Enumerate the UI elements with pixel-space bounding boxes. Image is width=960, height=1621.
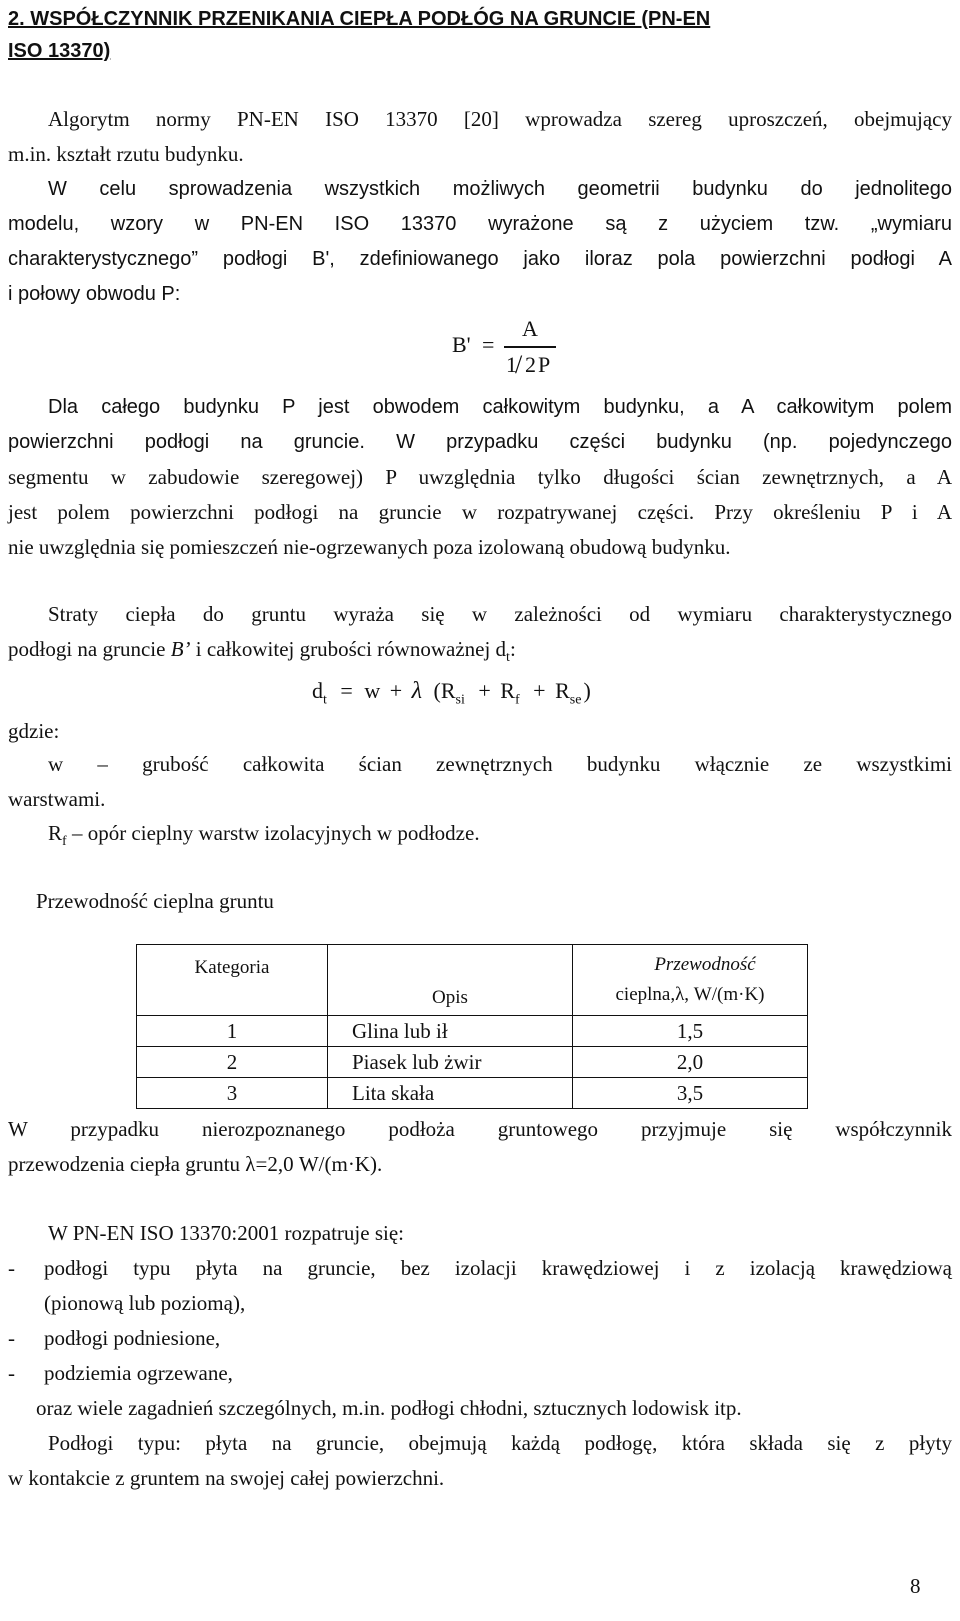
dt-d: d (312, 678, 323, 703)
para5-plyta-line-2: w kontakcie z gruntem na swojej całej powierzchni. (8, 1466, 445, 1490)
intro-line-2: m.in. kształt rzutu budynku. (8, 142, 244, 166)
para5-plyta-line-1: Podłogi typu: płyta na gruncie, obejmują każdą podłogę, która składa się z płyty (48, 1431, 952, 1455)
dt-close: ) (583, 678, 591, 703)
formula-dt (312, 678, 591, 708)
formula-lhs: B' (452, 332, 471, 357)
dt-sub-se: se (569, 692, 582, 708)
para5-intro: W PN-EN ISO 13370:2001 rozpatruje się: (48, 1221, 404, 1245)
rf-text: – opór cieplny warstw izolacyjnych w podłodze. (66, 821, 480, 845)
formula-numerator: A (522, 316, 538, 341)
cell-opis: Piasek lub żwir (328, 1047, 573, 1078)
bullet-dash-2: - (8, 1326, 15, 1350)
header-przewodnosc-line2: cieplna,λ, W/(m·K) (615, 984, 765, 1005)
para3-sub-t: t (506, 650, 510, 666)
dt-w: w (364, 678, 381, 703)
para2-line-5: nie uwzględnia się pomieszczeń nie-ogrzewanych poza izolowaną obudową budynku. (8, 535, 731, 559)
para2-line-2: powierzchni podłogi na gruncie. W przypadku części budynku (np. pojedynczego (8, 431, 952, 453)
dt-plus-3: + (533, 678, 546, 703)
definition-w-line-2: warstwami. (8, 787, 106, 811)
header-przewodnosc (573, 945, 808, 1016)
table-row (137, 1016, 808, 1047)
fraction-bar (504, 346, 556, 348)
dt-sub-t: t (323, 692, 327, 708)
cell-opis: Glina lub ił (328, 1016, 573, 1047)
table-title: Przewodność cieplna gruntu (36, 889, 274, 913)
para4-line-2: przewodzenia ciepła gruntu λ=2,0 W/(m·K). (8, 1152, 383, 1176)
bullet-1-line-2: (pionową lub poziomą), (44, 1291, 246, 1315)
definition-rf (48, 820, 960, 855)
dt-plus-2: + (478, 678, 491, 703)
dt-plus-1: + (389, 678, 403, 703)
intro-line-1: Algorytm normy PN-EN ISO 13370 [20] wprowadza szereg uproszczeń, obejmujący (48, 107, 952, 131)
para3-colon: : (509, 637, 516, 661)
para5-oraz: oraz wiele zagadnień szczególnych, m.in. podłogi chłodni, sztucznych lodowisk itp. (36, 1396, 742, 1420)
header-kategoria: Kategoria (137, 945, 328, 1016)
bullet-dash-3: - (8, 1361, 15, 1385)
intro-line-4: modelu, wzory w PN-EN ISO 13370 wyrażone są z użyciem tzw. „wymiaru (8, 213, 952, 235)
formula-den-2: 2 (525, 352, 536, 377)
table-row (137, 1047, 808, 1078)
bullet-dash-1: - (8, 1256, 15, 1280)
definition-w-line-1: w – grubość całkowita ścian zewnętrznych budynku włącznie ze wszystkimi (48, 752, 952, 776)
cell-value: 3,5 (573, 1078, 808, 1109)
page-number: 8 (910, 1574, 921, 1598)
cell-opis: Lita skała (328, 1078, 573, 1109)
header-przewodnosc-line1: Przewodność (654, 954, 756, 975)
formula-equals: = (482, 332, 495, 357)
dt-open: (R (433, 678, 456, 703)
cell-value: 1,5 (573, 1016, 808, 1047)
table-header-row (137, 945, 808, 1016)
para2-line-4: jest polem powierzchni podłogi na gruncie w rozpatrywanej części. Przy określeniu P i A (8, 500, 952, 524)
para2-line-1: Dla całego budynku P jest obwodem całkowitym budynku, a A całkowitym polem (48, 396, 952, 418)
table-row (137, 1078, 808, 1109)
dt-r2: R (500, 678, 515, 703)
intro-line-6: i połowy obwodu P: (8, 283, 181, 305)
bullet-3: podziemia ogrzewane, (44, 1361, 233, 1385)
para3-text-c: i całkowitej grubości równoważnej d (190, 637, 507, 661)
cell-kategoria: 1 (137, 1016, 328, 1047)
section-heading-line2: ISO 13370) (8, 40, 111, 62)
dt-r3: R (555, 678, 570, 703)
rf-symbol: R (48, 821, 63, 845)
para3-line-1: Straty ciepła do gruntu wyraża się w zależności od wymiaru charakterystycznego (48, 602, 952, 626)
intro-line-3: W celu sprowadzenia wszystkich możliwych geometrii budynku do jednolitego (48, 178, 952, 200)
section-heading-line1: 2. WSPÓŁCZYNNIK PRZENIKANIA CIEPŁA PODŁÓG NA GRUNCIE (PN-EN (8, 8, 711, 30)
para3-text-a: podłogi na gruncie (8, 637, 171, 661)
dt-lambda: λ (411, 678, 423, 704)
cell-value: 2,0 (573, 1047, 808, 1078)
header-opis: Opis (328, 945, 573, 1016)
rf-sub: f (62, 834, 67, 850)
intro-line-5: charakterystycznego” podłogi B', zdefiniowanego jako iloraz pola powierzchni podłogi A (8, 248, 952, 270)
cell-kategoria: 3 (137, 1078, 328, 1109)
dt-sub-si: si (455, 692, 465, 708)
formula-den-slash: / (515, 350, 523, 379)
bullet-1-line-1: podłogi typu płyta na gruncie, bez izolacji krawędziowej i z izolacją krawędziową (44, 1256, 952, 1280)
para4-line-1: W przypadku nierozpoznanego podłoża gruntowego przyjmuje się współczynnik (8, 1117, 952, 1141)
dt-sub-f: f (514, 692, 520, 708)
para3-line-2 (8, 636, 952, 671)
para3-bprime: B’ (170, 637, 191, 661)
bullet-2: podłogi podniesione, (44, 1326, 221, 1350)
formula-den-p: P (538, 352, 551, 377)
formula-den-1: 1 (506, 352, 517, 377)
dt-eq: = (340, 678, 353, 703)
conductivity-table (136, 944, 808, 1109)
definitions-gdzie: gdzie: (8, 719, 60, 743)
cell-kategoria: 2 (137, 1047, 328, 1078)
para2-line-3: segmentu w zabudowie szeregowej) P uwzględnia tylko długości ścian zewnętrznych, a A (8, 465, 952, 489)
